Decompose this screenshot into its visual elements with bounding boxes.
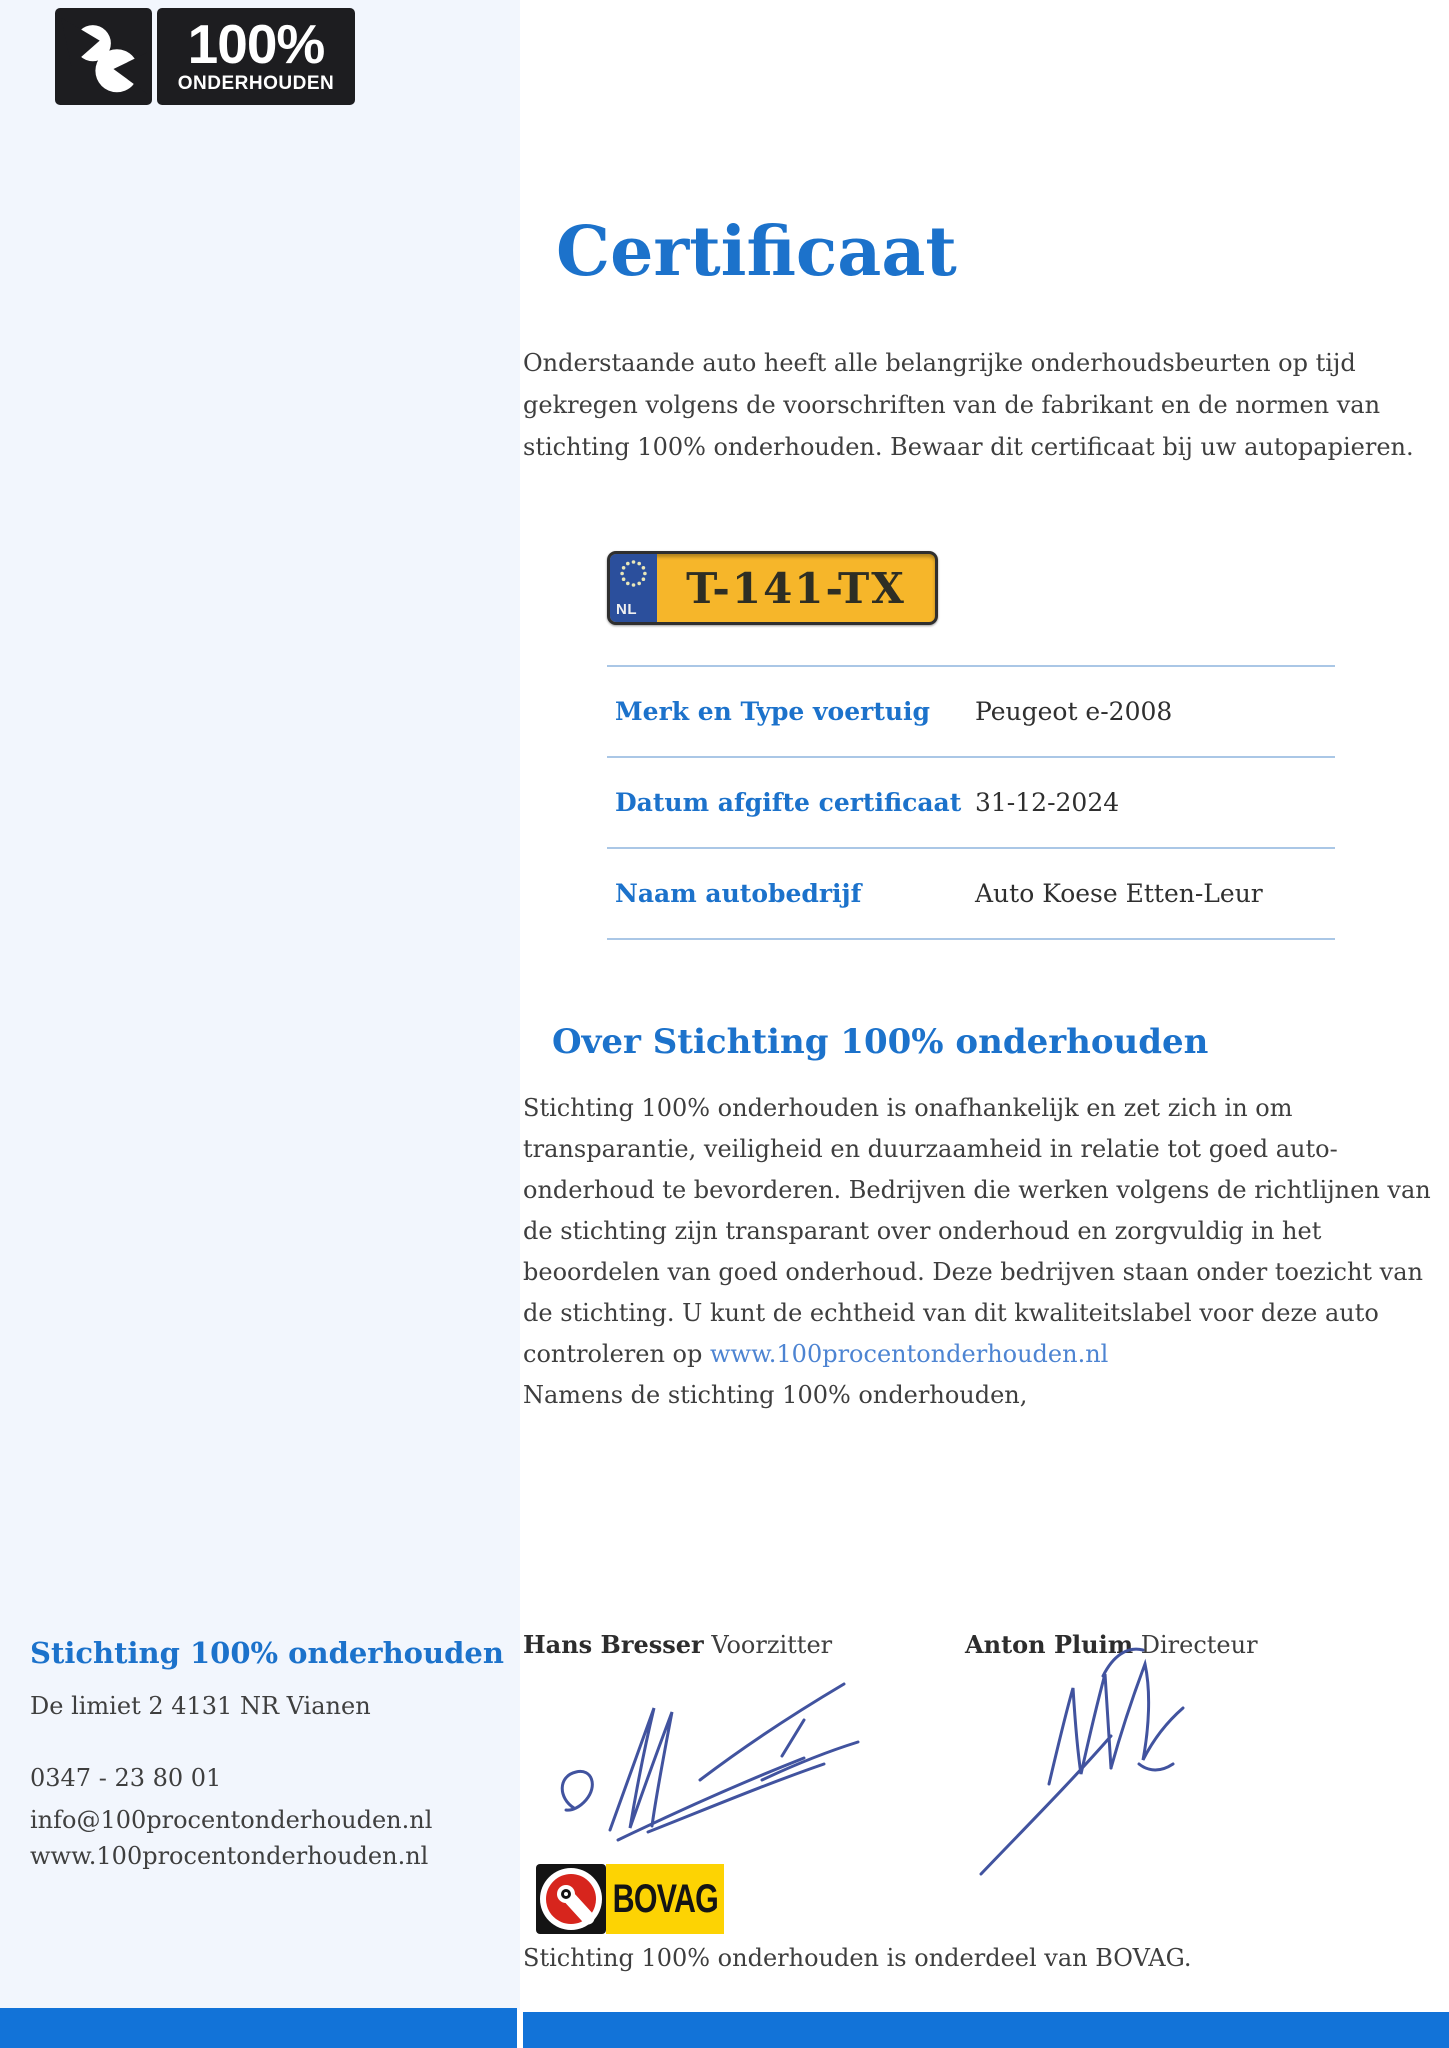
signatory-role: Directeur bbox=[1140, 1631, 1258, 1659]
about-body-text: Stichting 100% onderhouden is onafhankelijk en zet zich in om transparantie, veiligheid en duurzaamheid in relatie tot goed auto-onderhoud te bevorderen. Bedrijven die werken volgens de richtlijnen van de stichting zijn transparant over onderhoud en zorgvuldig in het beoordelen van goed onderhoud. Deze bedrijven staan onder toezicht van de stichting. U kunt de echtheid van dit kwaliteitslabel voor deze auto controleren op bbox=[523, 1094, 1431, 1368]
signatory-hans bbox=[523, 1630, 832, 1659]
detail-value: Auto Koese Etten-Leur bbox=[975, 879, 1263, 908]
contact-phone: 0347 - 23 80 01 bbox=[30, 1764, 222, 1792]
brand-logo-text bbox=[157, 8, 355, 105]
namens-line: Namens de stichting 100% onderhouden, bbox=[523, 1381, 1028, 1409]
license-plate bbox=[607, 551, 938, 625]
contact-email: info@100procentonderhouden.nl bbox=[30, 1806, 433, 1834]
table-row bbox=[607, 756, 1335, 847]
eu-stars-icon bbox=[610, 554, 657, 594]
plate-eu-strip bbox=[610, 554, 657, 622]
bovag-wheel-icon bbox=[536, 1864, 606, 1934]
contact-website: www.100procentonderhouden.nl bbox=[30, 1842, 429, 1870]
logo-percent-text: 100% bbox=[187, 13, 325, 76]
detail-label: Datum afgifte certificaat bbox=[615, 788, 962, 817]
website-link[interactable]: www.100procentonderhouden.nl bbox=[710, 1340, 1109, 1368]
contact-address: De limiet 2 4131 NR Vianen bbox=[30, 1692, 371, 1720]
table-row bbox=[607, 847, 1335, 938]
detail-label: Naam autobedrijf bbox=[615, 879, 862, 908]
wrench-icon bbox=[55, 8, 152, 105]
signatory-name: Anton Pluim bbox=[965, 1630, 1134, 1659]
about-heading: Over Stichting 100% onderhouden bbox=[552, 1022, 1209, 1062]
plate-country-code: NL bbox=[616, 601, 637, 618]
bovag-text: BOVAG bbox=[612, 1876, 718, 1921]
signature-anton-pluim bbox=[953, 1632, 1223, 1882]
brand-logo bbox=[55, 8, 355, 105]
detail-label: Merk en Type voertuig bbox=[615, 697, 931, 726]
intro-paragraph: Onderstaande auto heeft alle belangrijke onderhoudsbeurten op tijd gekregen volgens de voorschriften van de fabrikant en de normen van stichting 100% onderhouden. Bewaar dit certificaat bij uw autopapieren. bbox=[523, 349, 1414, 461]
signatory-name: Hans Bresser bbox=[523, 1630, 704, 1659]
bovag-note: Stichting 100% onderhouden is onderdeel van BOVAG. bbox=[523, 1944, 1192, 1972]
footer-bar-right bbox=[523, 2012, 1449, 2048]
detail-value: Peugeot e-2008 bbox=[975, 697, 1173, 726]
about-paragraph bbox=[523, 1088, 1431, 1416]
detail-value: 31-12-2024 bbox=[975, 788, 1120, 817]
vehicle-details-table bbox=[607, 665, 1335, 940]
signature-hans-bresser bbox=[552, 1658, 892, 1858]
bovag-logo bbox=[536, 1864, 724, 1934]
contact-org-name: Stichting 100% onderhouden bbox=[30, 1636, 504, 1670]
bovag-wordmark bbox=[606, 1864, 724, 1934]
logo-word-text: ONDERHOUDEN bbox=[177, 72, 335, 94]
license-plate-inner bbox=[610, 554, 935, 622]
signatory-role: Voorzitter bbox=[711, 1631, 833, 1659]
plate-number: T-141-TX bbox=[686, 563, 906, 613]
page-title: Certificaat bbox=[556, 212, 957, 292]
footer-bar-left bbox=[0, 2008, 517, 2048]
table-row bbox=[607, 665, 1335, 756]
